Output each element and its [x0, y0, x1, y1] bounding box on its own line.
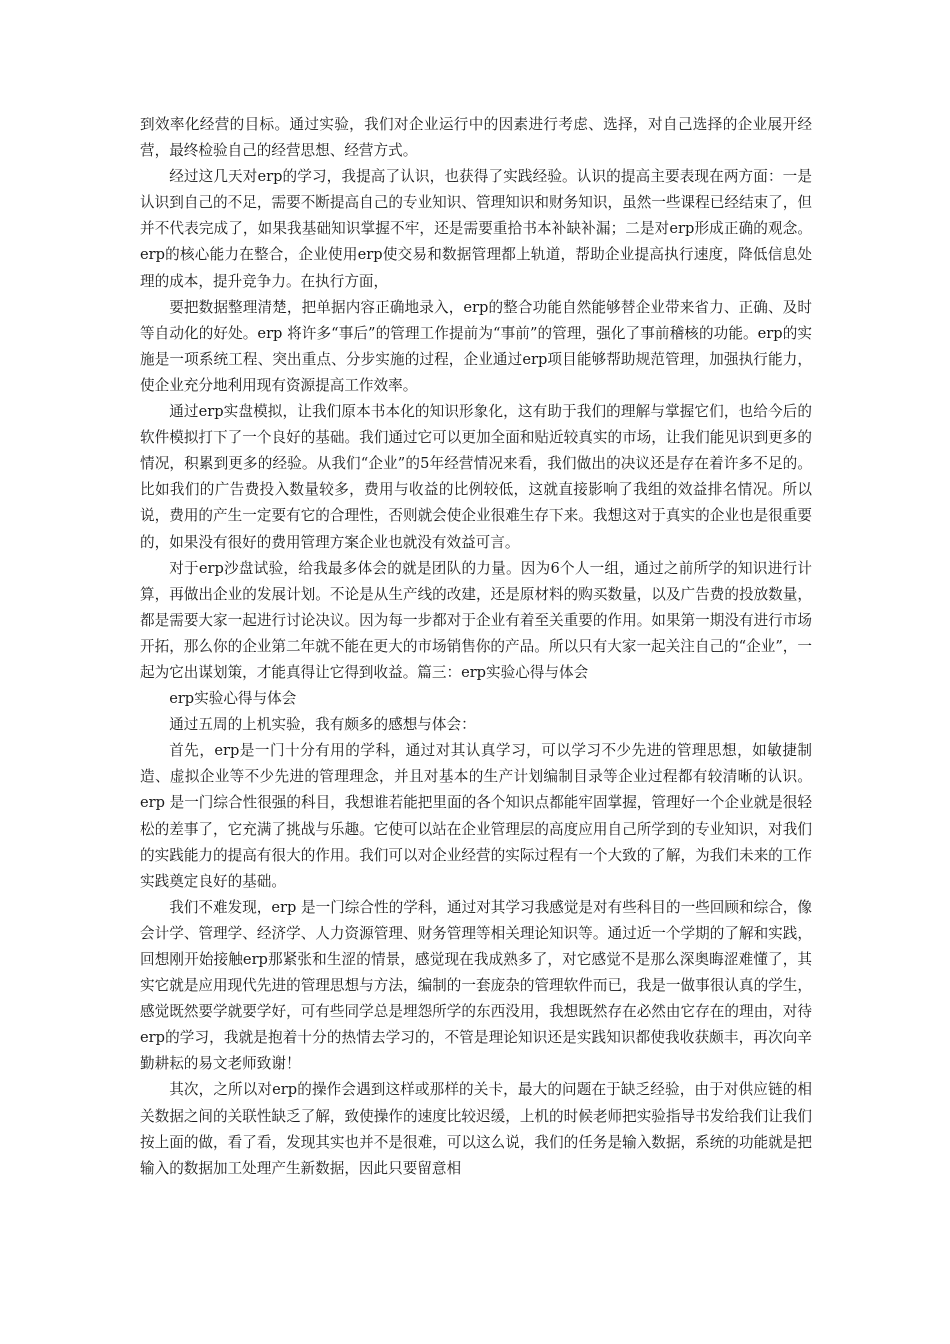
- paragraph-10: 其次，之所以对erp的操作会遇到这样或那样的关卡，最大的问题在于缺乏经验，由于对供应链的相关数据之间的关联性缺乏了解，致使操作的速度比较迟缓，上机的时候老师把实验指导书发给我们让我们按上面的做，看了看，发现其实也并不是很难，可以这么说，我们的任务是输入数据，系统的功能就是把输入的数据加工处理产生新数据，因此只要留意相: [140, 1081, 812, 1177]
- paragraph-7: 通过五周的上机实验，我有颇多的感想与体会：: [169, 716, 476, 734]
- paragraph-5: 对于erp沙盘试验，给我最多体会的就是团队的力量。因为6个人一组，通过之前所学的知识进行计算，再做出企业的发展计划。不论是从生产线的改建，还是原材料的购买数量，以及广告费的投放数量，都是需要大家一起进行讨论决议。因为每一步都对于企业有着至关重要的作用。如果第一期没有进行市场开拓，那么你的企业第二年就不能在更大的市场销售你的产品。所以只有大家一起关注自己的“企业”，一起为它出谋划策，才能真得让它得到收益。篇三：erp实验心得与体会: [140, 559, 812, 681]
- paragraph-4: 通过erp实盘模拟，让我们原本书本化的知识形象化，这有助于我们的理解与掌握它们，也给今后的软件模拟打下了一个良好的基础。我们通过它可以更加全面和贴近较真实的市场，让我们能见识到更多的情况，积累到更多的经验。从我们“企业”的5年经营情况来看，我们做出的决议还是存在着许多不足的。比如我们的广告费投入数量较多，费用与收益的比例较低，这就直接影响了我组的效益排名情况。所以说，费用的产生一定要有它的合理性，否则就会使企业很难生存下来。我想这对于真实的企业也是很重要的，如果没有很好的费用管理方案企业也就没有效益可言。: [140, 403, 812, 551]
- paragraph-8: 首先，erp是一门十分有用的学科，通过对其认真学习，可以学习不少先进的管理思想，如敏捷制造、虚拟企业等不少先进的管理理念，并且对基本的生产计划编制目录等企业过程都有较清晰的认识。erp 是一门综合性很强的科目，我想谁若能把里面的各个知识点都能牢固掌握，管理好一个企业就是很轻松的差事了，它充满了挑战与乐趣。它使可以站在企业管理层的高度应用自己所学到的专业知识，对我们的实践能力的提高有很大的作用。我们可以对企业经营的实际过程有一个大致的了解，为我们未来的工作实践奠定良好的基础。: [140, 742, 812, 890]
- paragraph-9: 我们不难发现，erp 是一门综合性的学科，通过对其学习我感觉是对有些科目的一些回顾和综合，像会计学、管理学、经济学、人力资源管理、财务管理等相关理论知识等。通过近一个学期的了解和实践，回想刚开始接触erp那紧张和生涩的情景，感觉现在我成熟多了，对它感觉不是那么深奥晦涩难懂了，其实它就是应用现代先进的管理思想与方法，编制的一套庞杂的管理软件而已，我是一做事很认真的学生，感觉既然要学就要学好，可有些同学总是埋怨所学的东西没用，我想既然存在必然由它存在的理由，对待erp的学习，我就是抱着十分的热情去学习的，不管是理论知识还是实践知识都使我收获颇丰，再次向辛勤耕耘的易文老师致谢！: [140, 898, 812, 1073]
- section-heading: erp实验心得与体会: [169, 690, 297, 708]
- document-body: [140, 112, 812, 1182]
- paragraph-2: 经过这几天对erp的学习，我提高了认识，也获得了实践经验。认识的提高主要表现在两方面：一是认识到自己的不足，需要不断提高自己的专业知识、管理知识和财务知识，虽然一些课程已经结束了，但并不代表完成了，如果我基础知识掌握不牢，还是需要重拾书本补缺补漏；二是对erp形成正确的观念。 erp的核心能力在整合，企业使用erp使交易和数据管理都上轨道，帮助企业提高执行速度，降低信息处理的成本，提升竞争力。在执行方面，: [140, 168, 812, 290]
- paragraph-1: 到效率化经营的目标。通过实验，我们对企业运行中的因素进行考虑、选择，对自己选择的企业展开经营，最终检验自己的经营思想、经营方式。: [140, 116, 812, 160]
- paragraph-3: 要把数据整理清楚，把单据内容正确地录入，erp的整合功能自然能够替企业带来省力、正确、及时等自动化的好处。erp 将许多“事后”的管理工作提前为“事前”的管理，强化了事前稽核的功能。erp的实施是一项系统工程、突出重点、分步实施的过程，企业通过erp项目能够帮助规范管理，加强执行能力，使企业充分地利用现有资源提高工作效率。: [140, 298, 812, 394]
